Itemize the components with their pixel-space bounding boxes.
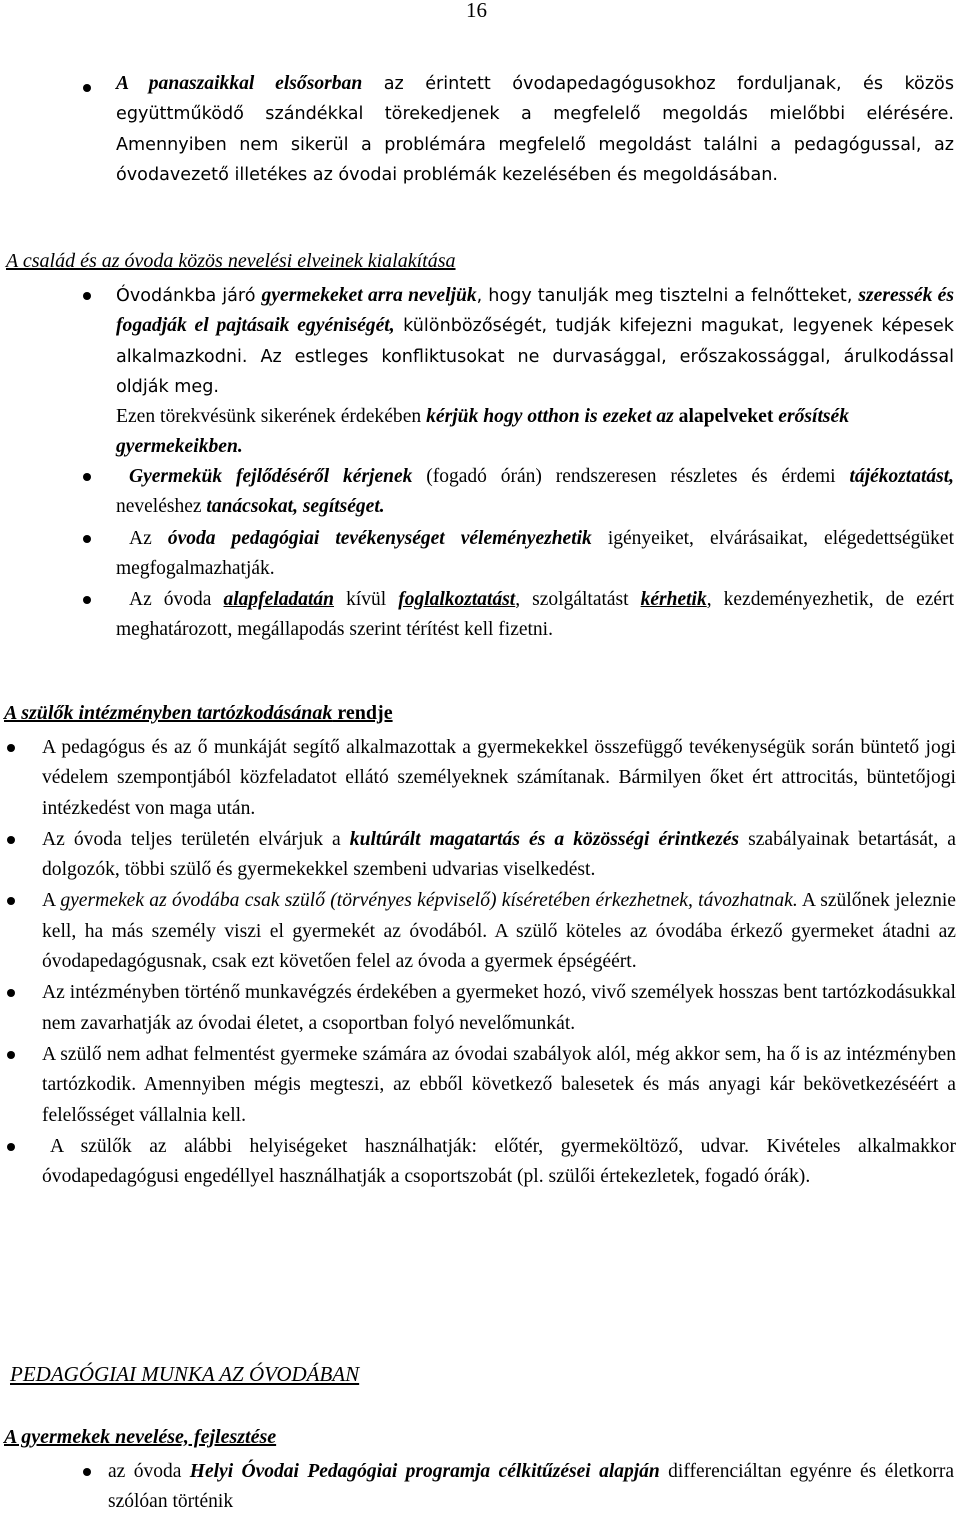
section-parents-rules-list xyxy=(0,733,960,1192)
list-item xyxy=(0,462,960,523)
heading-italic: A szülők intézményben tartózkodásának xyxy=(4,702,333,724)
list-item: A pedagógus és az ő munkáját segítő alkalmazottak a gyermekekkel összefüggő tevékenységük során büntető jogi védelem szempontjából közfeladatot ellátó személyeknek számítanak. Bármilyen őket ért attrocitás, büntetőjogi intézkedést von maga után. xyxy=(0,733,960,824)
emphasis: kultúrált magatartás és a közösségi érintkezés xyxy=(349,828,740,850)
text: az óvoda xyxy=(108,1461,190,1482)
text: szabályainak betartását, a dolgozók, többi szülő és gyermekekkel szembeni udvarias viselkedést. xyxy=(42,828,957,881)
list-item xyxy=(0,69,960,190)
emphasis: gyermekeket arra neveljük xyxy=(261,285,477,306)
emphasis: alapelveket xyxy=(673,406,779,428)
emphasis: tájékoztatást, xyxy=(849,466,955,487)
text: az érintett óvodapedagógusokhoz forduljanak, és közös együttműködő szándékkal törekedjenek a megfelelő megoldás mielőbbi elérésére. Amennyiben nem sikerül a problémára megfelelő megoldást találni a pedagógussal, az óvodavezető illetékes az óvodai problémák kezelésében és megoldásában. xyxy=(116,74,954,185)
text: Az xyxy=(129,527,168,549)
text: , kezdeményezhetik, de ezért meghatározott, megállapodás szerint térítést kell fizetni. xyxy=(116,589,954,641)
heading-plain: rendje xyxy=(332,702,393,724)
list-item xyxy=(0,886,960,977)
emphasis: kérjük hogy otthon is ezeket az xyxy=(426,406,674,428)
text: igényeiket, elvárásaikat, elégedettségüket megfogalmazhatják. xyxy=(116,527,954,579)
emphasis: Helyi Óvodai Pedagógiai programja célkitűzései alapján xyxy=(189,1461,660,1482)
text: , szolgáltatást xyxy=(515,589,641,611)
emphasis: erősítsék gyermekeikben. xyxy=(116,406,850,458)
paragraph-continuation xyxy=(0,402,960,463)
list-item: Az intézményben történő munkavégzés érdekében a gyermeket hozó, vivő személyek hosszas bent tartózkodásukkal nem zavarhatják az óvodai életet, a csoportban folyó nevelőmunkát. xyxy=(0,978,960,1039)
section-child-education-list xyxy=(0,1457,960,1518)
text: A xyxy=(42,890,61,912)
list-item xyxy=(0,1457,960,1518)
list-item xyxy=(0,524,960,585)
text: Az óvoda teljes területén elvárjuk a xyxy=(42,828,350,850)
emphasis: A panaszaikkal elsősorban xyxy=(116,73,363,94)
text: (fogadó órán) rendszeresen részletes és érdemi xyxy=(412,466,850,487)
list-item: A szülők az alábbi helyiségeket használhatják: előtér, gyermeköltöző, udvar. Kivételes alkalmakkor óvodapedagógusi engedéllyel használhatják a csoportszobát (pl. szülői értekezletek, fogadó órák). xyxy=(0,1132,960,1193)
section-heading-child-education xyxy=(4,1426,960,1449)
list-item xyxy=(0,585,960,646)
emphasis: gyermekek az óvodába csak szülő (törvényes képviselő) kíséretében érkezhetnek, távozhatnak. xyxy=(60,890,798,912)
list-item xyxy=(0,281,960,402)
section-heading-family-principles: A család és az óvoda közös nevelési elveinek kialakítása xyxy=(6,250,456,272)
page-number: 16 xyxy=(466,0,487,22)
section-family-principles-list xyxy=(0,281,960,463)
text: Az estleges konfliktusokat ne durvasággal, erőszakossággal, árulkodással oldják meg. xyxy=(116,346,954,397)
text: Óvodánkba járó xyxy=(116,286,262,306)
section-family-principles-list-2 xyxy=(0,462,960,646)
text: neveléshez xyxy=(116,496,207,518)
emphasis: Gyermekük fejlődéséről kérjenek xyxy=(129,466,413,487)
emphasis: tanácsokat, segítséget. xyxy=(206,496,385,518)
text: különbözőségét, tudják kifejezni magukat, legyenek képesek alkalmazkodni. xyxy=(116,316,954,367)
text: differenciáltan egyénre és életkorra szólóan történik xyxy=(108,1461,954,1513)
list-item: A szülő nem adhat felmentést gyermeke számára az óvodai szabályok alól, még akkor sem, ha ő is az intézményben tartózkodik. Amennyiben mégis megteszi, az ebből következő balesetek és más anyagi kár bekövetkezéséért a felelősséget vállalnia kell. xyxy=(0,1040,960,1131)
list-item xyxy=(0,825,960,886)
emphasis: szeressék és fogadják el pajtásaik egyéniségét, xyxy=(116,285,955,337)
section-complaints-and-principles xyxy=(0,69,960,190)
emphasis: óvoda pedagógiai tevékenységet véleményezhetik xyxy=(167,527,592,549)
text: A szülőnek jeleznie kell, ha más személy viszi el gyermekét az óvodából. A szülő köteles az óvodába érkező gyermeket átadni az óvodapedagógusnak, csak ezt követően felel az óvoda a gyermek épségéért. xyxy=(42,890,957,973)
text: kívül xyxy=(334,589,399,611)
text: , hogy tanulják meg tisztelni a felnőtteket, xyxy=(476,286,859,306)
emphasis: foglalkoztatást xyxy=(398,589,516,611)
heading-text: A gyermekek nevelése, fejlesztése xyxy=(4,1426,277,1448)
text: Az óvoda xyxy=(129,589,224,611)
emphasis: kérhetik xyxy=(640,589,707,611)
emphasis: alapfeladatán xyxy=(223,589,335,611)
section-title-pedagogical-work: PEDAGÓGIAI MUNKA AZ ÓVODÁBAN xyxy=(10,1362,360,1386)
text: Ezen törekvésünk sikerének érdekében xyxy=(116,406,427,428)
section-heading-parents-in-institution xyxy=(4,702,960,725)
